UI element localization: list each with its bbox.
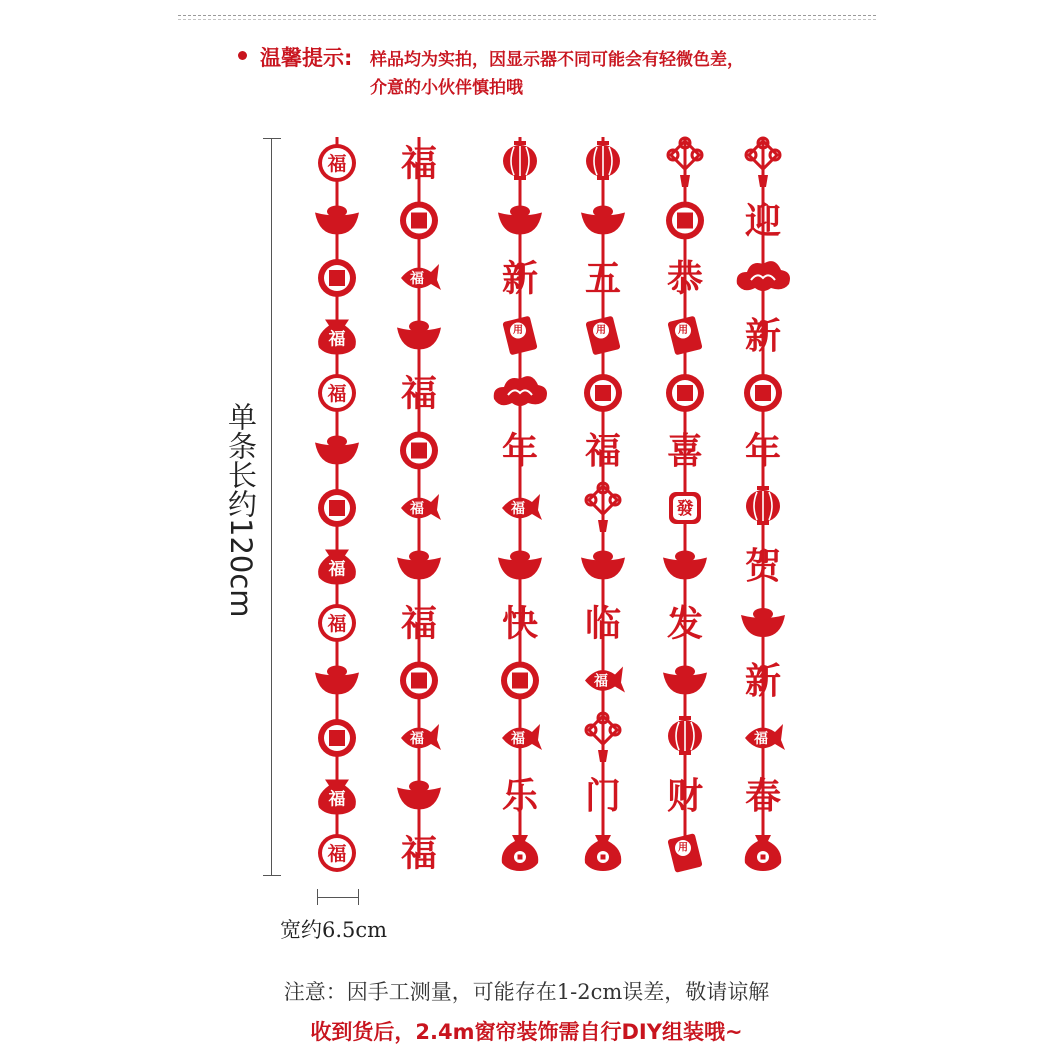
- width-label: 宽约6.5cm: [280, 918, 388, 942]
- svg-text:福: 福: [410, 501, 424, 517]
- svg-text:贺: 贺: [744, 546, 782, 587]
- seal-发-icon: [669, 492, 701, 524]
- svg-text:乐: 乐: [501, 776, 539, 817]
- svg-text:福: 福: [328, 559, 346, 580]
- money-bag-icon: [502, 835, 538, 871]
- money-bag-icon: [585, 835, 621, 871]
- svg-text:福: 福: [511, 731, 525, 747]
- svg-text:年: 年: [744, 431, 782, 472]
- coin-square-icon: [666, 202, 704, 240]
- envelope-icon: [667, 316, 702, 356]
- fish-icon: [502, 494, 542, 520]
- coin-fu-icon: [318, 834, 356, 872]
- coin-fu-icon: [318, 604, 356, 642]
- ingot-icon: [741, 608, 785, 637]
- coin-square-icon: [400, 432, 438, 470]
- ingot-icon: [315, 206, 359, 235]
- character-福-ornament: [401, 374, 437, 415]
- svg-text:福: 福: [594, 673, 608, 690]
- lantern-icon: [586, 141, 620, 189]
- svg-text:迎: 迎: [744, 201, 782, 242]
- svg-text:福: 福: [400, 373, 438, 415]
- ingot-icon: [397, 781, 441, 810]
- assembly-note: 收到货后，2.4m窗帘装饰需自行DIY组装哦~: [310, 1020, 743, 1044]
- fish-icon: [401, 264, 441, 290]
- character-五-ornament: [585, 259, 621, 300]
- svg-text:五: 五: [584, 258, 622, 300]
- svg-text:福: 福: [327, 383, 347, 405]
- coin-fu-icon: [318, 144, 356, 182]
- width-measure-line: [317, 889, 359, 905]
- character-春-ornament: [745, 776, 781, 817]
- coin-square-icon: [318, 489, 356, 527]
- fish-icon: [585, 667, 625, 693]
- fish-icon: [401, 724, 441, 750]
- coin-square-icon: [584, 374, 622, 412]
- svg-text:用: 用: [678, 842, 688, 854]
- tip-label: 温馨提示:: [260, 46, 353, 70]
- character-迎-ornament: [745, 201, 781, 242]
- coin-square-icon: [400, 202, 438, 240]
- bag-fu-icon: [318, 780, 356, 815]
- coin-square-icon: [744, 374, 782, 412]
- bag-fu-icon: [318, 320, 356, 355]
- envelope-icon: [585, 316, 620, 356]
- svg-text:福: 福: [327, 843, 347, 865]
- hanging-string-3: [494, 137, 547, 871]
- ingot-icon: [581, 551, 625, 580]
- hanging-string-2: [397, 137, 441, 875]
- length-label: 单条长约120cm: [224, 402, 258, 618]
- character-恭-ornament: [667, 259, 703, 300]
- width-measure-bar: [317, 897, 359, 898]
- tip-line-2: 介意的小伙伴慎拍哦: [370, 78, 523, 98]
- money-bag-icon: [745, 835, 781, 871]
- envelope-icon: [667, 833, 702, 873]
- character-临-ornament: [585, 604, 621, 645]
- svg-text:福: 福: [410, 271, 424, 287]
- svg-text:發: 發: [676, 499, 694, 519]
- character-喜-ornament: [667, 431, 703, 472]
- character-乐-ornament: [502, 776, 539, 817]
- svg-text:福: 福: [328, 329, 346, 350]
- character-快-ornament: [502, 604, 538, 645]
- ingot-icon: [315, 666, 359, 695]
- svg-text:福: 福: [410, 731, 424, 747]
- character-新-ornament: [745, 316, 781, 357]
- svg-text:福: 福: [327, 153, 347, 175]
- character-发-ornament: [667, 604, 703, 645]
- svg-text:恭: 恭: [666, 258, 704, 300]
- character-福-ornament: [401, 834, 437, 875]
- svg-text:临: 临: [584, 603, 622, 645]
- fish-icon: [745, 724, 785, 750]
- width-measure-right-cap: [358, 889, 359, 905]
- measurement-note: 注意：因手工测量，可能存在1-2cm误差，敬请谅解: [283, 980, 770, 1004]
- coin-square-icon: [666, 374, 704, 412]
- cloud-icon: [494, 376, 547, 406]
- svg-text:福: 福: [400, 143, 438, 185]
- bag-fu-icon: [318, 550, 356, 585]
- svg-text:用: 用: [678, 325, 688, 336]
- svg-text:门: 门: [584, 776, 622, 817]
- lantern-icon: [503, 141, 537, 189]
- svg-text:喜: 喜: [666, 431, 704, 472]
- character-年-ornament: [745, 430, 781, 472]
- coin-square-icon: [318, 719, 356, 757]
- svg-text:福: 福: [400, 833, 438, 875]
- envelope-icon: [502, 316, 537, 356]
- ingot-icon: [315, 436, 359, 465]
- character-财-ornament: [667, 776, 703, 817]
- character-门-ornament: [585, 776, 621, 817]
- hanging-string-5: [663, 137, 707, 873]
- ingot-icon: [498, 551, 542, 580]
- character-福-ornament: [401, 604, 437, 645]
- character-福-ornament: [401, 144, 437, 185]
- coin-square-icon: [501, 662, 539, 700]
- svg-text:快: 快: [501, 603, 539, 645]
- svg-text:福: 福: [400, 603, 438, 645]
- ingot-icon: [663, 551, 707, 580]
- fish-icon: [502, 724, 542, 750]
- ingot-icon: [397, 321, 441, 350]
- svg-text:发: 发: [666, 603, 704, 645]
- svg-text:用: 用: [596, 325, 606, 336]
- coin-square-icon: [318, 259, 356, 297]
- character-年-ornament: [502, 430, 538, 472]
- svg-text:新: 新: [501, 258, 539, 300]
- ingot-icon: [663, 666, 707, 695]
- svg-text:福: 福: [511, 501, 525, 517]
- svg-text:新: 新: [744, 316, 782, 357]
- character-贺-ornament: [745, 546, 782, 587]
- cloud-icon: [737, 261, 790, 291]
- svg-text:福: 福: [327, 613, 347, 635]
- coin-fu-icon: [318, 374, 356, 412]
- svg-text:春: 春: [744, 776, 782, 817]
- hanging-string-1: [315, 137, 359, 872]
- fish-icon: [401, 494, 441, 520]
- character-新-ornament: [745, 661, 781, 702]
- svg-text:财: 财: [666, 776, 704, 817]
- svg-text:新: 新: [744, 661, 782, 702]
- hanging-string-4: [581, 137, 625, 871]
- svg-text:福: 福: [754, 731, 768, 747]
- tip-line-1: 样品均为实拍，因显示器不同可能会有轻微色差，: [370, 50, 744, 70]
- svg-text:福: 福: [328, 789, 346, 810]
- ingot-icon: [397, 551, 441, 580]
- coin-square-icon: [400, 662, 438, 700]
- svg-text:福: 福: [584, 431, 622, 472]
- lantern-icon: [746, 486, 780, 534]
- lantern-icon: [668, 716, 702, 764]
- svg-text:用: 用: [513, 325, 523, 336]
- ingot-icon: [498, 206, 542, 235]
- character-新-ornament: [502, 259, 538, 300]
- ingot-icon: [581, 206, 625, 235]
- svg-text:年: 年: [501, 431, 539, 472]
- hanging-string-6: [737, 137, 790, 871]
- character-福-ornament: [585, 431, 621, 472]
